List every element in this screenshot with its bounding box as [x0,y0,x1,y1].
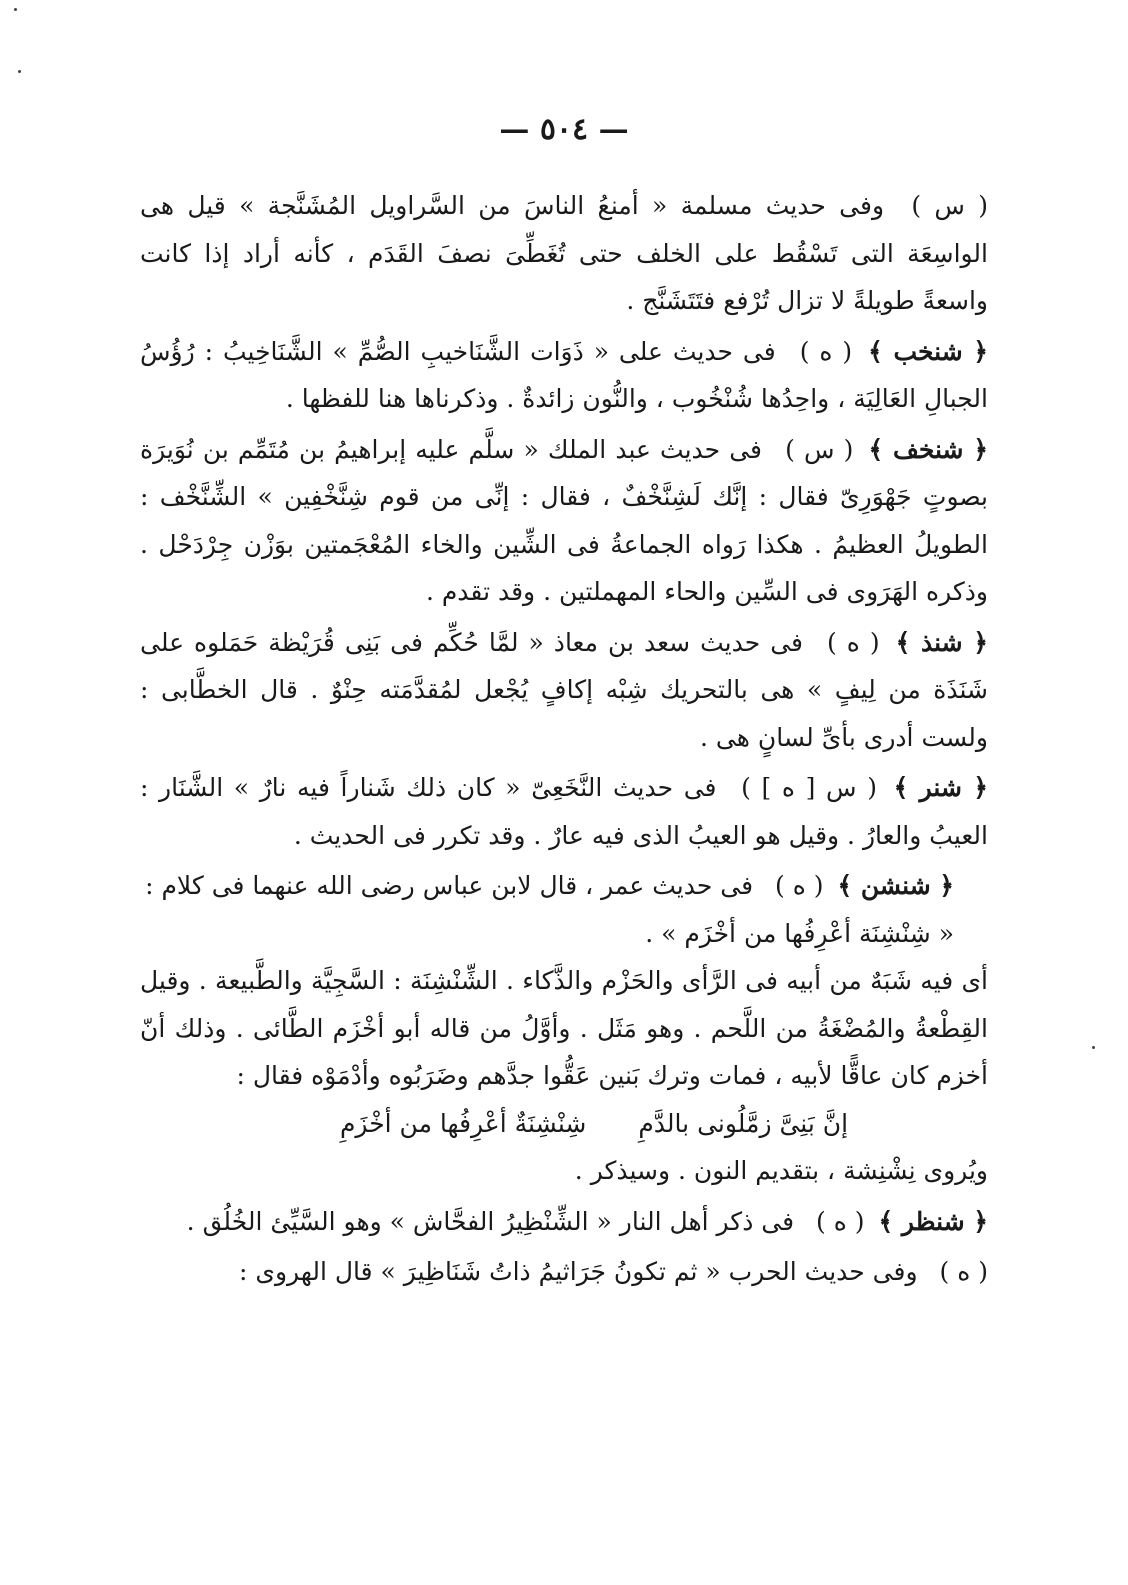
scan-speck [18,70,21,73]
scan-speck [14,8,17,11]
entry-shanazir-war-hadith [140,1248,988,1296]
entry-shanakhab [140,328,988,423]
entry-shanakhaf [140,426,988,616]
entry-headword: ﴿ شنشن ﴾ [837,871,954,900]
entry-shanadh [140,619,988,762]
source-marker: ( س ) [785,434,854,464]
entry-text: فى ذكر أهل النار « الشِّنْظِيرُ الفحَّاش » وهو السَّيِّئ الخُلُق . [186,1206,795,1236]
entry-shanaj-continued [140,182,988,325]
entry-intro [140,862,988,910]
source-marker: ( ه ) [799,336,853,366]
entry-text: فى حديث النَّخَعِىّ « كان ذلك شَناراً فيه نارٌ » الشَّنَار : العيبُ والعارُ . وقيل هو العيبُ الذى فيه عارٌ . وقد تكرر فى الحديث . [140,773,988,850]
entry-headword: ﴿ شنذ ﴾ [895,627,989,657]
entry-text: فى حديث عمر ، قال لابن عباس رضى الله عنهما فى كلام : [145,871,754,900]
entry-headword: ﴿ شنظر ﴾ [878,1206,988,1236]
entry-shanzar [140,1198,988,1246]
entry-text: فى حديث عبد الملك « سلَّم عليه إبراهيمُ بن مُتَمِّم بن نُوَيرَة بصوتٍ جَهْوَرِىّ فقال : إنَّك لَشِنَّخْفٌ ، فقال : إنِّى من قوم شِنَّخْفِين » الشِّنَّخْف : الطويلُ العظيمُ . هكذا رَواه الجماعةُ فى الشِّين والخاء المُعْجَمتين بوَزْن جِرْدَحْل . وذكره الهَرَوى فى السِّين والحاء المهملتين . وقد تقدم . [140,434,988,606]
verse-hemistich-first: إنَّ بَنِىَّ زمَّلُونى بالدَّمِ [638,1108,849,1138]
entry-text: فى حديث على « ذَوَات الشَّنَاخيبِ الصُّمِّ » الشَّنَاخِيبُ : رُؤُسُ الجبالِ العَالِيَة ، واحِدُها شُنْخُوب ، والنُّون زائدةٌ . وذكرناها هنا للفظها . [140,336,988,413]
source-marker: ( ه ) [826,627,880,657]
poetry-verse [140,1100,988,1148]
entry-after-verse: ويُروى نِشْنِشة ، بتقديم النون . وسيذكر . [574,1156,988,1185]
source-marker: ( س [ ه ] ) [741,773,877,802]
source-marker: ( ه ) [775,871,824,900]
entry-headword: ﴿ شنخب ﴾ [868,336,989,366]
proverb-quote: « شِنْشِنَة أعْرِفُها من أخْزَم » . [645,918,954,948]
entry-shanar [140,764,988,859]
entry-explanation: أى فيه شَبَهٌ من أبيه فى الرَّأى والحَزْم والذَّكاء . الشِّنْشِنَة : السَّجِيَّة والطَّبيعة . وقيل القِطْعةُ والمُضْغَةُ من اللَّحم . وهو مَثَل . وأوَّلُ من قاله أبو أخْزَم الطَّائى . وذلك أنّ أخزم كان عاقًّا لأبيه ، فمات وترك بَنين عَقُّوا جدَّهم وضَرَبُوه وأدْمَوْه فقال : [140,966,988,1090]
entry-headword: ﴿ شنر ﴾ [893,773,988,802]
source-marker: ( ه ) [816,1206,865,1236]
scan-speck [1092,1046,1095,1049]
page-number: — ٥٠٤ — [499,112,629,147]
verse-hemistich-second: شِنْشِنَةٌ أعْرِفُها من أخْزَمِ [339,1108,587,1138]
entry-text: فى حديث سعد بن معاذ « لمَّا حُكِّم فى بَنِى قُرَيْظة حَمَلوه على شَنَذَة من لِيفٍ » هى بالتحريك شِبْه إكافٍ يُجْعل لمُقدَّمَته حِنْوٌ . قال الخطَّابى : ولست أدرى بأىِّ لسانٍ هى . [140,627,988,752]
source-marker: ( س ) [911,191,989,220]
entry-text: وفى حديث الحرب « ثم تكونُ جَرَاثيمُ ذاتُ شَنَاظِيرَ » قال الهروى : [239,1257,918,1286]
entry-text: وفى حديث مسلمة « أمنعُ الناسَ من السَّراويل المُشَنَّجة » قيل هى الواسِعَة التى تَسْقُط على الخلف حتى تُغَطِّىَ نصفَ القَدَم ، كأنه أراد إذا كانت واسعةً طويلةً لا تزال تُرْفع فتَتَشَنَّج . [140,191,988,315]
page-body [140,182,988,1299]
entry-headword: ﴿ شنخف ﴾ [868,434,988,464]
entry-shanshan [140,862,988,1195]
source-marker: ( ه ) [939,1257,988,1286]
